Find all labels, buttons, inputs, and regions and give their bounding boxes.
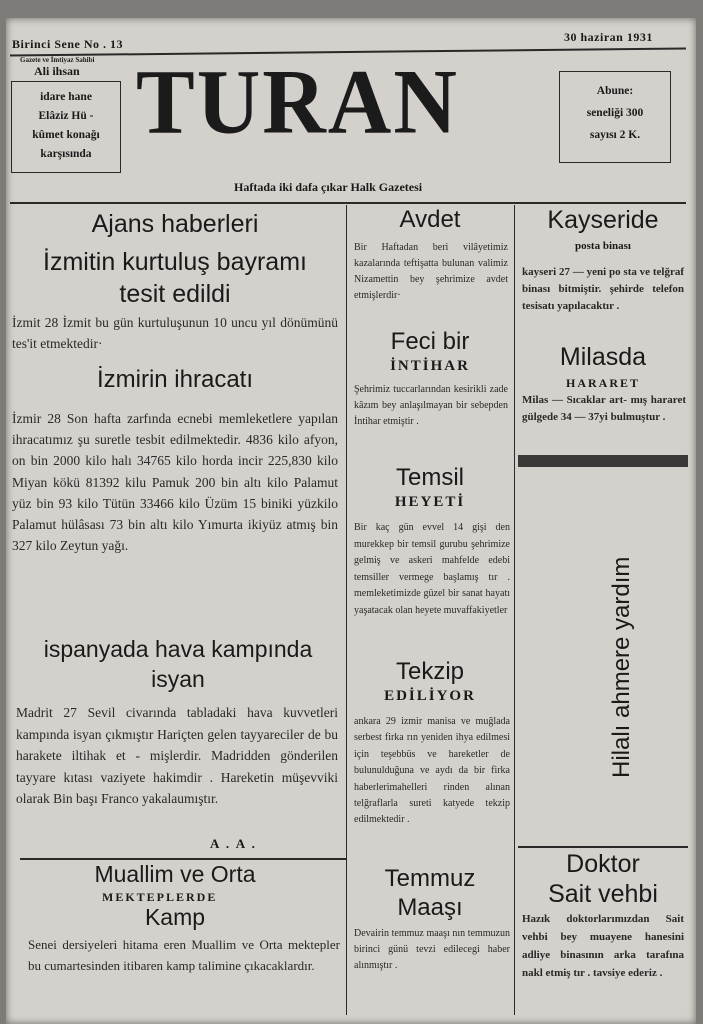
- vertical-banner-hilal: Hilalı ahmere yardım: [608, 556, 635, 778]
- headline-line: Sait vehbi: [548, 880, 658, 908]
- owner-label: Gazete ve İmtiyaz Sahibi: [20, 56, 95, 64]
- headline-muallim: Muallim ve Orta: [94, 861, 256, 887]
- subhead-heyeti: HEYETİ: [394, 494, 466, 510]
- subhead-mekteplerde: MEKTEPLERDE: [102, 890, 218, 904]
- article-temsil-body: Bir kaç gün evvel 14 gişi den murekkep bir temsil gurubu şehrimize gelmiş ve askeri mahfelde edebi temsiller vermege başlamış tır . memleketimizde güzel bir sanat hayatı yaşatacak olan heyete muvaffakiyetler: [354, 522, 510, 616]
- headline-kamp: Kamp: [144, 904, 206, 930]
- headline-kayseride: Kayseride: [547, 206, 659, 234]
- subhead-ediliyor: EDİLİYOR: [384, 688, 476, 704]
- office-line: karşısında: [40, 148, 92, 160]
- issue-date: 30 haziran 1931: [564, 30, 653, 44]
- headline-avdet: Avdet: [399, 206, 461, 233]
- article-kamp-body: Senei dersiyeleri hitama eren Muallim ve Orta mektepler bu cumartesinden itibaren kamp talimine çıkacaklardır.: [28, 937, 340, 973]
- subhead-hararet: HARARET: [565, 376, 640, 390]
- subscription-line: Abune:: [596, 85, 634, 97]
- newspaper-page: [6, 18, 696, 1024]
- article-izmir-body: İzmir 28 Son hafta zarfında ecnebi memleketlere yapılan ihracatımız şu suretle tesbit edilmektedir. 4836 kilo afyon, on bin 2000 kilo halı 34765 kilo horda incir 225,830 kilo Miyan kökü 81392 kilu Pamuk 200 bin altı kilo Palamut yüz bin 93 kilo Tütün 33466 kilo Üzüm 15 biniki yüzkilo Palamut hülâsası 73 bin altı kilo Yımurta ikiyüz atmış bin 327 kilo Zeytun yağı.: [12, 411, 338, 554]
- tagline: Haftada iki dafa çıkar Halk Gazetesi: [234, 180, 423, 194]
- subhead-posta: posta binası: [575, 240, 631, 252]
- office-line: idare hane: [40, 91, 92, 103]
- office-address-box: [11, 81, 121, 173]
- headline-line: Doktor: [566, 850, 640, 878]
- ornamental-divider: [518, 455, 688, 467]
- headline-line: ispanyada hava kampında: [43, 636, 313, 662]
- headline-temmuz: [348, 864, 512, 922]
- headline-line: İzmitin kurtuluş bayramı: [43, 248, 307, 276]
- subscription-line: sayısı 2 K.: [589, 129, 641, 141]
- article-temmuz-body: Devairin temmuz maaşı nın temmuzun birinci günü tevzi edilecegi haber alınmıştır .: [354, 928, 510, 971]
- headline-tekzip: Tekzip: [395, 658, 465, 685]
- headline-izmit: [10, 246, 340, 310]
- article-kayseri-body: kayseri 27 — yeni po sta ve telğraf binası bitmiştir. şehirde telefon tesisatı yapılacaktır .: [522, 266, 684, 312]
- section-title-ajans: Ajans haberleri: [91, 210, 259, 238]
- agency-signature: A . A .: [210, 836, 257, 851]
- headline-ispanya: [10, 634, 346, 694]
- article-ispanya-body: Madrit 27 Sevil civarında tabladaki hava kuvvetleri kampında isyan çıkmıştır Hariçten gelen tayyareciler de bu harakete iltihak et - mişlerdir. Madridden gönderilen tayyare kıtası vaziyete hakimdir . Hareketin müşevviki olarak Bin başı Franco yakalaumıştır.: [16, 705, 338, 806]
- article-tekzip-body: ankara 29 izmir manisa ve muğlada serbest firka rın yeniden ihya edilmesi için teşebbüs ve hareketler de bulunulduğuna ve aydı da bir firka haberlerimahelleri rinden alınan telğraflarla sureti katyede tekzip edilmektedir .: [354, 716, 510, 826]
- subscription-line: seneliği 300: [586, 107, 644, 119]
- headline-line: Temmuz: [384, 865, 476, 892]
- owner-name: Ali ihsan: [34, 64, 80, 78]
- headline-milasda: Milasda: [559, 343, 647, 371]
- article-avdet-body: Bir Haftadan beri vilâyetimiz kazalarında teftişatta bulunan valimiz Nizamettin bey şehrimize avdet etmişlerdir·: [354, 242, 508, 301]
- article-doktor-body: Hazık doktorlarımızdan Sait vehbi bey muayene hanesini adliye binasının arka tarafına nakl etmiş tır . tavsiye ederiz .: [522, 913, 684, 979]
- headline-feci: Feci bir: [390, 328, 470, 355]
- article-milas-body: Milas — Sıcaklar art- mış hararet gülgede 34 — 37yi bulmuştur .: [522, 394, 686, 423]
- headline-doktor: [518, 849, 688, 909]
- headline-line: tesit edildi: [119, 280, 231, 308]
- article-izmit-body: İzmit 28 İzmit bu gün kurtuluşunun 10 uncu yıl dönümünü tes'it etmektedir·: [12, 315, 338, 351]
- headline-izmir: İzmirin ihracatı: [96, 366, 254, 393]
- newspaper-title: TURAN: [136, 51, 459, 154]
- office-line: kûmet konağı: [32, 129, 100, 141]
- subscription-box: [559, 71, 671, 163]
- headline-line: Maaşı: [397, 894, 463, 921]
- issue-number: Birinci Sene No . 13: [12, 37, 123, 51]
- subhead-intihar: İNTİHAR: [390, 358, 470, 374]
- headline-temsil: Temsil: [395, 464, 464, 491]
- office-line: Elâziz Hü -: [38, 110, 94, 122]
- headline-line: isyan: [151, 666, 205, 692]
- article-intihar-body: Şehrimiz tuccarlarından kesirikli zade kâzım bey anlaşılmayan bir sebepden İntihar etmiştir .: [354, 384, 508, 427]
